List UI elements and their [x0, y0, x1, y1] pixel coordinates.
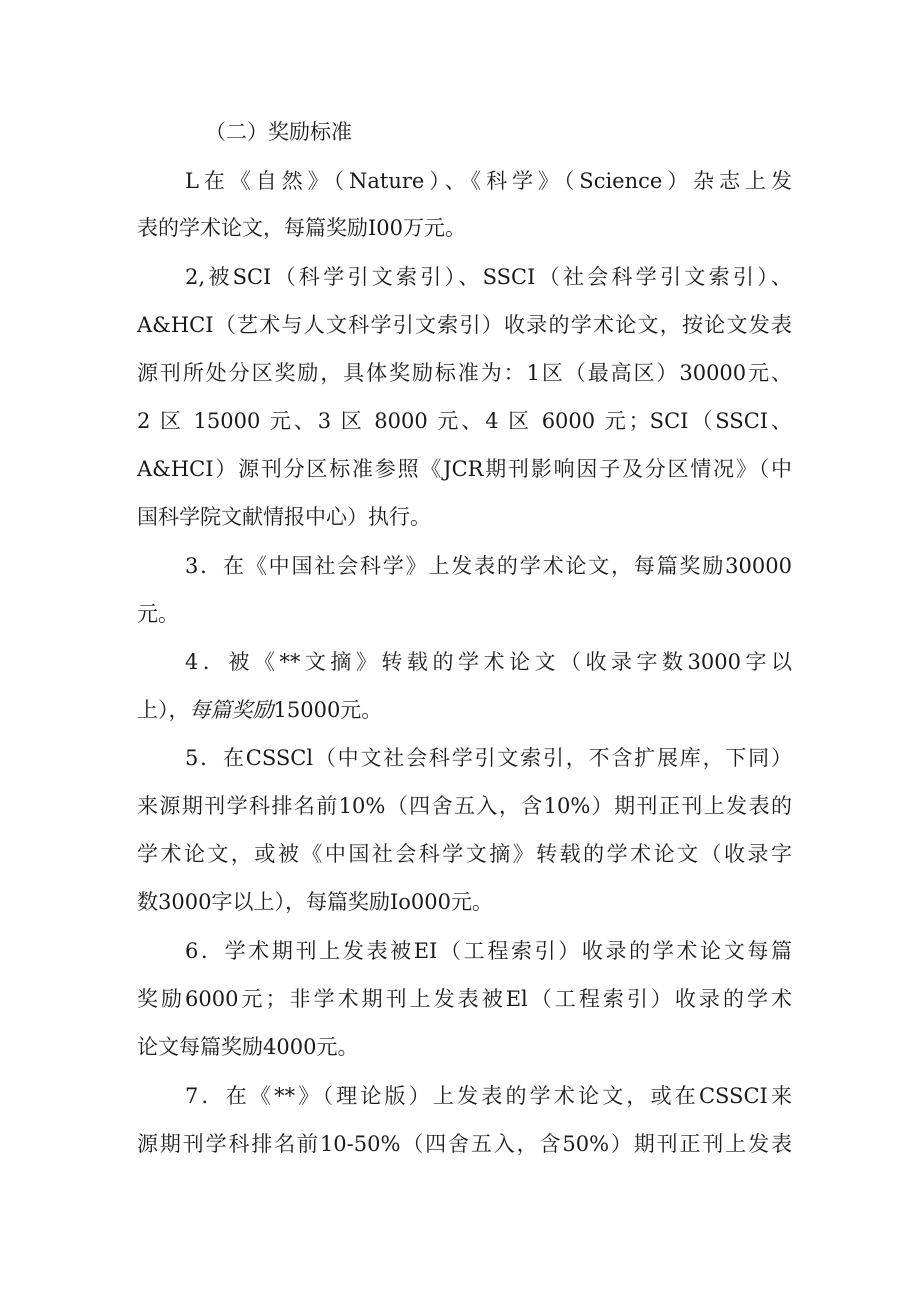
- paragraph-line: 5．在CSSCl（中文社会科学引文索引，不含扩展库，下同）: [185, 746, 792, 770]
- paragraph-line: 2,被SCI（科学引文索引）、SSCI（社会科学引文索引）、: [185, 265, 792, 289]
- paragraph-line: 表的学术论文，每篇奖励I00万元。: [137, 216, 467, 240]
- paragraph-line: 国科学院文献情报中心）执行。: [137, 505, 431, 529]
- paragraph-line: 学术论文，或被《中国社会科学文摘》转载的学术论文（收录字: [137, 842, 792, 866]
- paragraph-line: 2 区 15000 元、3 区 8000 元、4 区 6000 元；SCI（SSCI、: [137, 409, 792, 433]
- paragraph-line: A&HCI）源刊分区标准参照《JCR期刊影响因子及分区情况》（中: [137, 457, 792, 481]
- paragraph-line: L在《自然》（Nature）、《科学》（Science）杂志上发: [185, 169, 792, 193]
- paragraph-line: 奖励6000元；非学术期刊上发表被El（工程索引）收录的学术: [137, 987, 792, 1011]
- paragraph-line: [137, 695, 792, 725]
- text-run: 15000元。: [273, 698, 383, 722]
- paragraph-line: 元。: [137, 602, 179, 626]
- paragraph-line: 6．学术期刊上发表被EI（工程索引）收录的学术论文每篇: [185, 939, 792, 963]
- paragraph-line: A&HCI（艺术与人文科学引文索引）收录的学术论文，按论文发表: [137, 313, 792, 337]
- italic-text-run: 每篇奖励: [189, 698, 274, 722]
- text-run: 上），: [137, 698, 190, 722]
- paragraph-line: 源刊所处分区奖励，具体奖励标准为：1区（最高区）30000元、: [137, 361, 792, 385]
- paragraph-line: 论文每篇奖励4000元。: [137, 1035, 359, 1059]
- paragraph-line: 源期刊学科排名前10-50%（四舍五入，含50%）期刊正刊上发表: [137, 1132, 792, 1156]
- paragraph-line: 数3000字以上），每篇奖励Io000元。: [137, 890, 493, 914]
- paragraph-line: 3．在《中国社会科学》上发表的学术论文，每篇奖励30000: [185, 554, 792, 578]
- paragraph-line: 4．被《**文摘》转载的学术论文（收录字数3000字以: [185, 650, 792, 674]
- section-heading: （二）奖励标准: [205, 120, 352, 144]
- paragraph-line: 来源期刊学科排名前10%（四舍五入，含10%）期刊正刊上发表的: [137, 794, 792, 818]
- paragraph-line: 7．在《**》（理论版）上发表的学术论文，或在CSSCI来: [185, 1084, 792, 1108]
